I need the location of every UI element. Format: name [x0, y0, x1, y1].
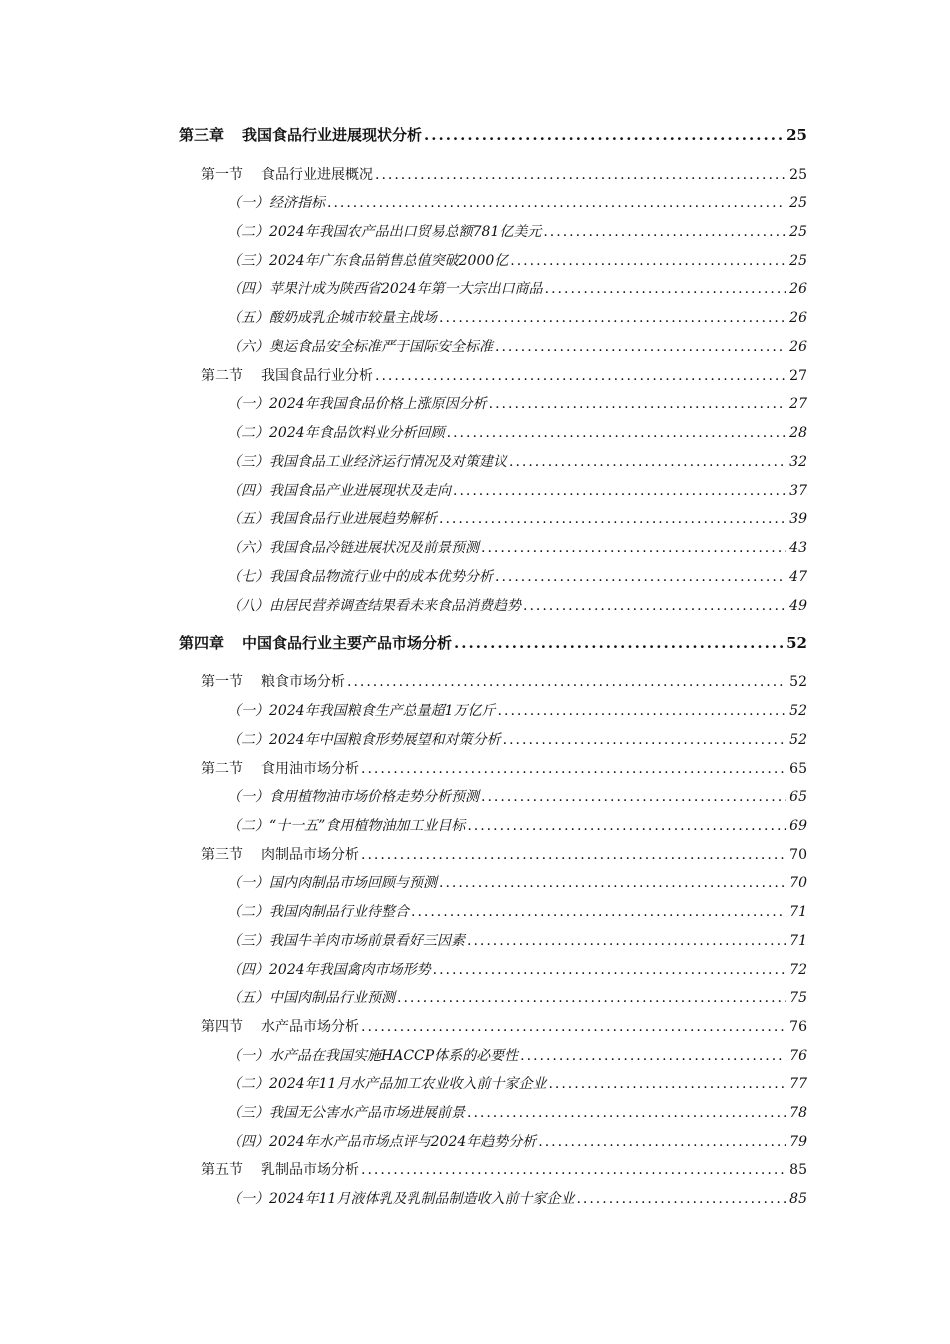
toc-entry-title: 我国食品行业分析 — [261, 368, 373, 384]
toc-entry-title: （七）我国食品物流行业中的成本优势分析 — [227, 569, 493, 585]
toc-item-entry[interactable] — [227, 221, 807, 243]
toc-section-entry[interactable] — [201, 1016, 807, 1038]
toc-entry-title: （四）2024年水产品市场点评与2024年趋势分析 — [227, 1134, 537, 1150]
toc-entry-page-number: 70 — [789, 847, 807, 863]
toc-entry-page-number: 71 — [789, 933, 807, 949]
toc-item-entry[interactable] — [227, 480, 807, 502]
toc-entry-title: （五）酸奶成乳企城市较量主战场 — [227, 310, 437, 326]
dot-leader — [411, 901, 786, 923]
toc-section-entry[interactable] — [201, 1159, 807, 1181]
toc-entry-page-number: 26 — [789, 310, 807, 326]
toc-entry-page-number: 76 — [789, 1019, 807, 1035]
toc-item-entry[interactable] — [227, 815, 807, 837]
dot-leader — [433, 959, 787, 981]
toc-item-entry[interactable] — [227, 422, 807, 444]
dot-leader — [510, 250, 786, 272]
dot-leader — [467, 930, 786, 952]
toc-item-entry[interactable] — [227, 336, 807, 358]
toc-section-entry[interactable] — [201, 758, 807, 780]
toc-entry-title: 粮食市场分析 — [261, 674, 345, 690]
toc-entry-title: （五）我国食品行业进展趋势解析 — [227, 511, 437, 527]
toc-entry-page-number: 52 — [789, 703, 807, 719]
toc-entry-number: 第二节 — [201, 368, 243, 384]
toc-entry-title: （五）中国肉制品行业预测 — [227, 990, 395, 1006]
toc-entry-title: （一）2024年我国粮食生产总量超1万亿斤 — [227, 703, 496, 719]
toc-item-entry[interactable] — [227, 595, 807, 617]
toc-item-entry[interactable] — [227, 1045, 807, 1067]
dot-leader — [495, 336, 786, 358]
toc-entry-page-number: 27 — [789, 368, 807, 384]
toc-section-entry[interactable] — [201, 844, 807, 866]
dot-leader — [447, 422, 787, 444]
toc-item-entry[interactable] — [227, 307, 807, 329]
toc-section-entry[interactable] — [201, 365, 807, 387]
toc-entry-page-number: 77 — [789, 1076, 807, 1092]
toc-item-entry[interactable] — [227, 1131, 807, 1153]
dot-leader — [439, 872, 786, 894]
toc-item-entry[interactable] — [227, 729, 807, 751]
dot-leader — [489, 393, 787, 415]
toc-entry-page-number: 78 — [789, 1105, 807, 1121]
dot-leader — [454, 632, 783, 654]
toc-item-entry[interactable] — [227, 700, 807, 722]
toc-entry-number: 第一节 — [201, 674, 243, 690]
toc-entry-title: （三）我国无公害水产品市场进展前景 — [227, 1105, 465, 1121]
toc-entry-page-number: 25 — [789, 167, 807, 183]
toc-item-entry[interactable] — [227, 566, 807, 588]
toc-item-entry[interactable] — [227, 192, 807, 214]
dot-leader — [467, 815, 786, 837]
toc-entry-title: 中国食品行业主要产品市场分析 — [242, 634, 453, 652]
toc-entry-title: （三）2024年广东食品销售总值突破2000亿 — [227, 253, 509, 269]
dot-leader — [538, 1131, 786, 1153]
toc-entry-number: 第四节 — [201, 1019, 243, 1035]
toc-entry-title: （二）2024年我国农产品出口贸易总额781亿美元 — [227, 224, 542, 240]
dot-leader — [327, 192, 786, 214]
toc-entry-title: （二）2024年中国粮食形势展望和对策分析 — [227, 732, 501, 748]
toc-entry-page-number: 65 — [789, 789, 807, 805]
dot-leader — [576, 1188, 786, 1210]
toc-entry-title: 水产品市场分析 — [261, 1019, 359, 1035]
toc-item-entry[interactable] — [227, 1102, 807, 1124]
dot-leader — [347, 671, 786, 693]
dot-leader — [523, 595, 786, 617]
toc-item-entry[interactable] — [227, 959, 807, 981]
dot-leader — [509, 451, 786, 473]
toc-entry-title: （四）苹果汁成为陕西省2024年第一大宗出口商品 — [227, 281, 543, 297]
toc-entry-title: （一）2024年我国食品价格上涨原因分析 — [227, 396, 487, 412]
toc-entry-page-number: 69 — [789, 818, 807, 834]
toc-entry-title: （一）水产品在我国实施HACCP体系的必要性 — [227, 1048, 519, 1064]
toc-entry-number: 第五节 — [201, 1162, 243, 1178]
toc-entry-number: 第三章 — [179, 126, 225, 144]
dot-leader — [361, 1016, 786, 1038]
toc-entry-title: （二）2024年食品饮料业分析回顾 — [227, 425, 445, 441]
toc-entry-title: （二）“十一五”食用植物油加工业目标 — [227, 818, 466, 834]
toc-entry-title: 食用油市场分析 — [261, 761, 359, 777]
toc-item-entry[interactable] — [227, 786, 807, 808]
dot-leader — [361, 1159, 786, 1181]
toc-item-entry[interactable] — [227, 537, 807, 559]
toc-item-entry[interactable] — [227, 451, 807, 473]
toc-entry-page-number: 52 — [789, 674, 807, 690]
dot-leader — [375, 365, 786, 387]
toc-entry-title: 肉制品市场分析 — [261, 847, 359, 863]
toc-entry-page-number: 32 — [789, 454, 807, 470]
toc-entry-page-number: 49 — [789, 598, 807, 614]
toc-section-entry[interactable] — [201, 164, 807, 186]
toc-entry-page-number: 43 — [789, 540, 807, 556]
toc-entry-page-number: 25 — [789, 224, 807, 240]
toc-item-entry[interactable] — [227, 278, 807, 300]
dot-leader — [375, 164, 786, 186]
toc-entry-number: 第四章 — [179, 634, 225, 652]
toc-entry-page-number: 85 — [789, 1191, 807, 1207]
dot-leader — [545, 278, 787, 300]
toc-entry-number: 第二节 — [201, 761, 243, 777]
dot-leader — [361, 758, 786, 780]
toc-chapter-entry[interactable] — [179, 124, 807, 146]
toc-entry-number: 第三节 — [201, 847, 243, 863]
toc-entry-title: （八）由居民营养调查结果看未来食品消费趋势 — [227, 598, 521, 614]
toc-entry-page-number: 71 — [789, 904, 807, 920]
dot-leader — [361, 844, 786, 866]
toc-entry-title: 我国食品行业进展现状分析 — [242, 126, 423, 144]
toc-entry-page-number: 37 — [789, 483, 807, 499]
toc-entry-page-number: 76 — [789, 1048, 807, 1064]
toc-entry-title: （六）奥运食品安全标准严于国际安全标准 — [227, 339, 493, 355]
toc-item-entry[interactable] — [227, 1188, 807, 1210]
toc-entry-page-number: 27 — [789, 396, 807, 412]
toc-entry-title: （二）我国肉制品行业待整合 — [227, 904, 409, 920]
toc-entry-page-number: 25 — [789, 253, 807, 269]
toc-entry-title: （三）我国食品工业经济运行情况及对策建议 — [227, 454, 507, 470]
toc-entry-page-number: 39 — [789, 511, 807, 527]
toc-chapter-entry[interactable] — [179, 632, 807, 654]
toc-entry-title: （一）食用植物油市场价格走势分析预测 — [227, 789, 479, 805]
toc-entry-page-number: 26 — [789, 339, 807, 355]
toc-entry-page-number: 52 — [786, 634, 807, 652]
toc-item-entry[interactable] — [227, 393, 807, 415]
toc-entry-page-number: 52 — [789, 732, 807, 748]
dot-leader — [481, 537, 786, 559]
dot-leader — [439, 307, 786, 329]
toc-entry-page-number: 25 — [786, 126, 807, 144]
toc-entry-title: （六）我国食品冷链进展状况及前景预测 — [227, 540, 479, 556]
toc-entry-title: （四）我国食品产业进展现状及走向 — [227, 483, 451, 499]
dot-leader — [424, 124, 783, 146]
toc-item-entry[interactable] — [227, 872, 807, 894]
dot-leader — [481, 786, 786, 808]
dot-leader — [495, 566, 786, 588]
toc-entry-page-number: 85 — [789, 1162, 807, 1178]
dot-leader — [548, 1073, 786, 1095]
toc-entry-title: （一）经济指标 — [227, 195, 325, 211]
dot-leader — [453, 480, 786, 502]
toc-entry-title: （四）2024年我国禽肉市场形势 — [227, 962, 431, 978]
toc-entry-page-number: 25 — [789, 195, 807, 211]
dot-leader — [503, 729, 787, 751]
toc-entry-page-number: 28 — [789, 425, 807, 441]
toc-item-entry[interactable] — [227, 508, 807, 530]
toc-entry-title: （一）国内肉制品市场回顾与预测 — [227, 875, 437, 891]
toc-section-entry[interactable] — [201, 671, 807, 693]
toc-entry-title: （二）2024年11月水产品加工农业收入前十家企业 — [227, 1076, 547, 1092]
toc-item-entry[interactable] — [227, 987, 807, 1009]
toc-entry-page-number: 72 — [789, 962, 807, 978]
toc-entry-page-number: 79 — [789, 1134, 807, 1150]
dot-leader — [520, 1045, 786, 1067]
toc-entry-title: 乳制品市场分析 — [261, 1162, 359, 1178]
toc-entry-page-number: 47 — [789, 569, 807, 585]
dot-leader — [467, 1102, 786, 1124]
toc-item-entry[interactable] — [227, 1073, 807, 1095]
toc-item-entry[interactable] — [227, 250, 807, 272]
dot-leader — [498, 700, 787, 722]
toc-entry-page-number: 26 — [789, 281, 807, 297]
toc-entry-number: 第一节 — [201, 167, 243, 183]
toc-item-entry[interactable] — [227, 930, 807, 952]
toc-entry-title: （三）我国牛羊肉市场前景看好三因素 — [227, 933, 465, 949]
toc-item-entry[interactable] — [227, 901, 807, 923]
toc-entry-page-number: 70 — [789, 875, 807, 891]
toc-entry-title: （一）2024年11月液体乳及乳制品制造收入前十家企业 — [227, 1191, 575, 1207]
dot-leader — [397, 987, 786, 1009]
toc-entry-title: 食品行业进展概况 — [261, 167, 373, 183]
toc-entry-page-number: 75 — [789, 990, 807, 1006]
dot-leader — [543, 221, 786, 243]
dot-leader — [439, 508, 786, 530]
toc-entry-page-number: 65 — [789, 761, 807, 777]
